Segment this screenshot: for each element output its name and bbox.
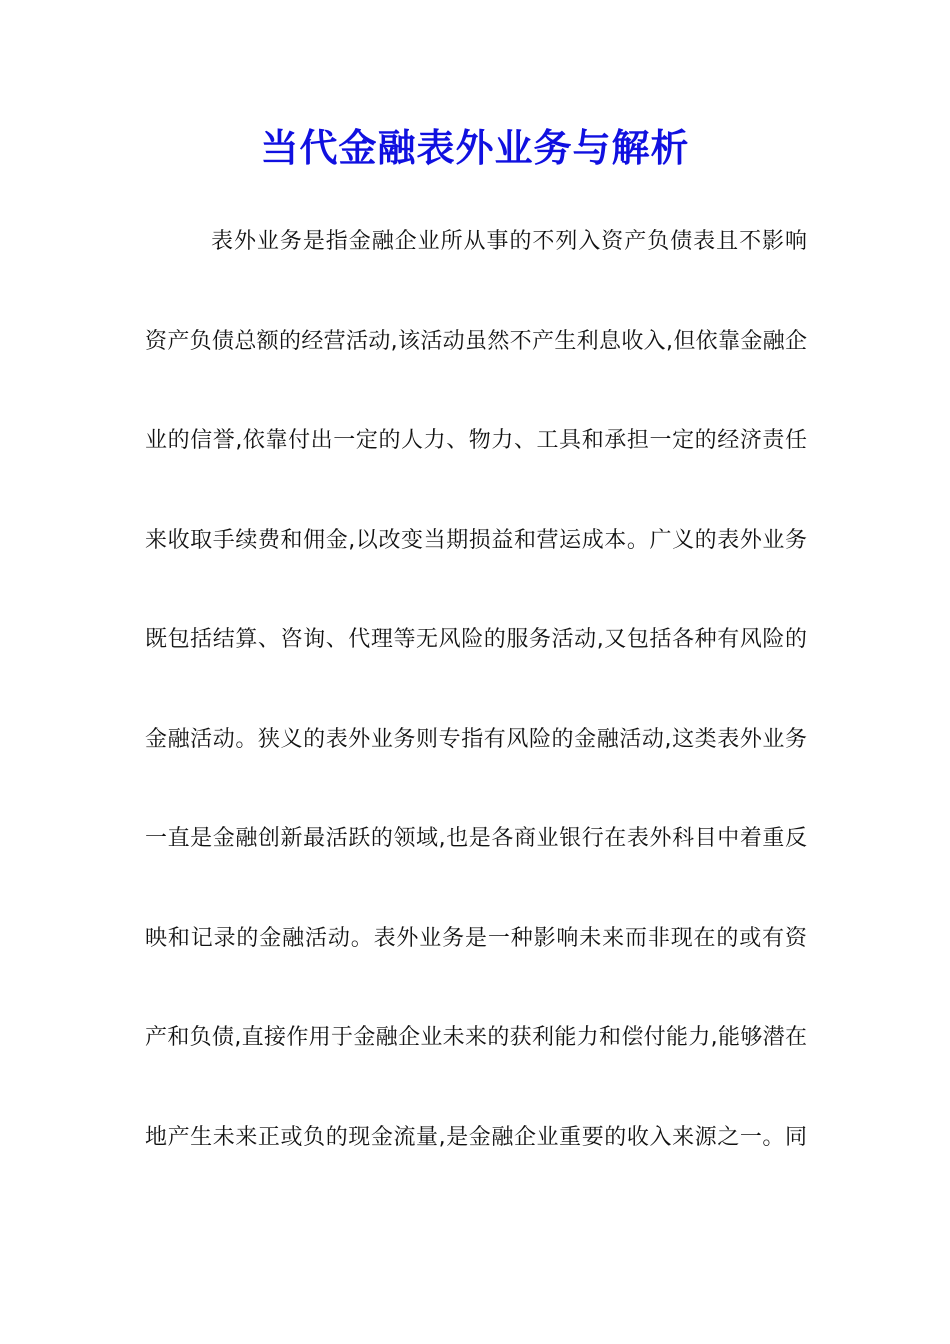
document-title: 当代金融表外业务与解析: [260, 126, 690, 170]
body-line-8: 映和记录的金融活动。表外业务是一种影响未来而非现在的或有资: [145, 926, 807, 951]
body-line-9: 产和负债,直接作用于金融企业未来的获利能力和偿付能力,能够潜在: [145, 1025, 807, 1050]
body-line-2: 资产负债总额的经营活动,该活动虽然不产生利息收入,但依靠金融企: [145, 329, 807, 354]
body-line-10: 地产生未来正或负的现金流量,是金融企业重要的收入来源之一。同: [145, 1125, 807, 1150]
body-line-7: 一直是金融创新最活跃的领域,也是各商业银行在表外科目中着重反: [145, 826, 807, 851]
body-line-3: 业的信誉,依靠付出一定的人力、物力、工具和承担一定的经济责任: [145, 428, 807, 453]
body-line-6: 金融活动。狭义的表外业务则专指有风险的金融活动,这类表外业务: [145, 727, 807, 752]
body-line-4: 来收取手续费和佣金,以改变当期损益和营运成本。广义的表外业务: [145, 528, 807, 553]
body-line-1: 表外业务是指金融企业所从事的不列入资产负债表且不影响: [211, 229, 807, 254]
body-line-5: 既包括结算、咨询、代理等无风险的服务活动,又包括各种有风险的: [145, 627, 807, 652]
